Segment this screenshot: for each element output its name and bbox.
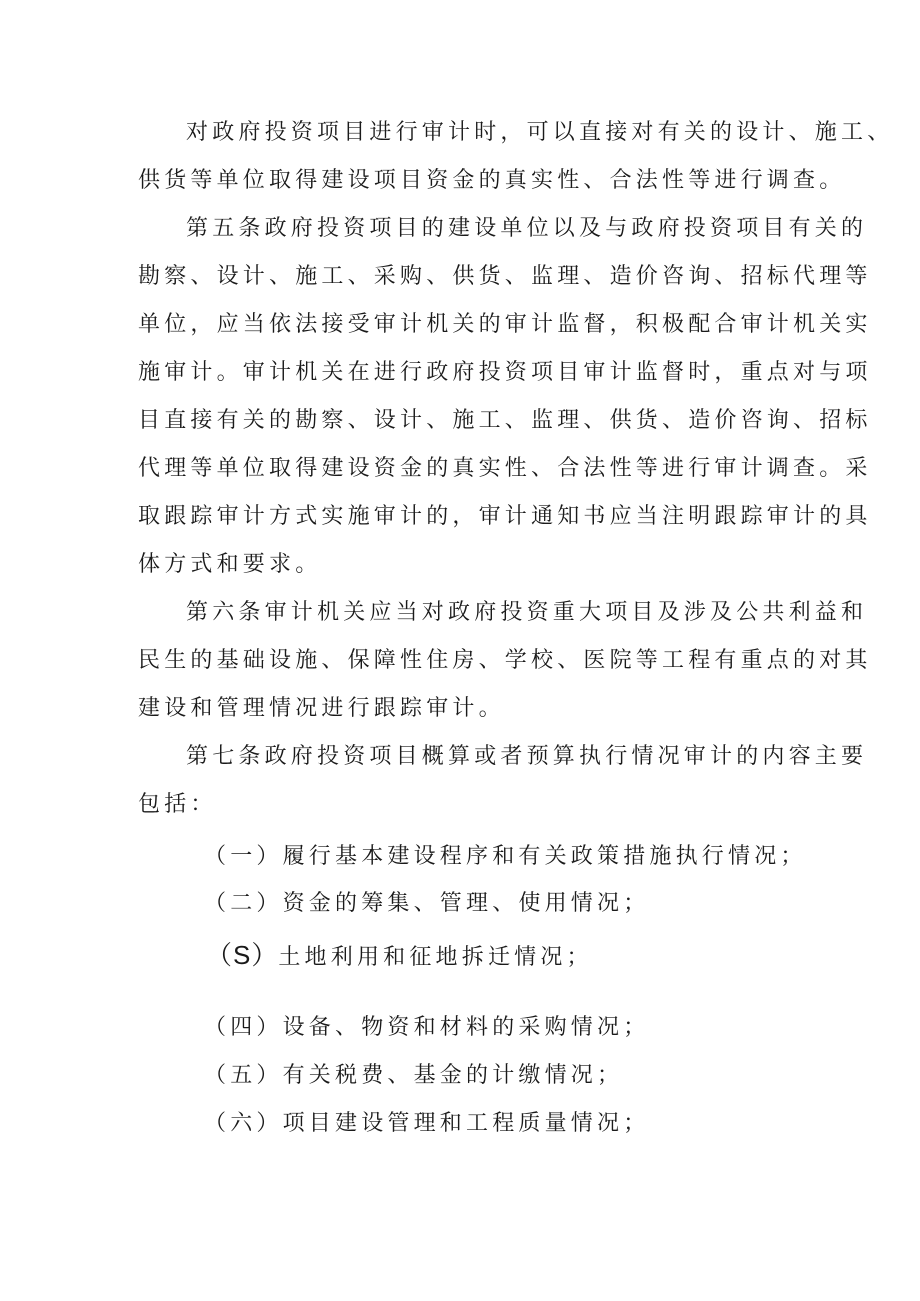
paragraph-line: 第五条政府投资项目的建设单位以及与政府投资项目有关的 (186, 216, 868, 241)
paragraph-line: 体方式和要求。 (138, 552, 322, 577)
paragraph-line: 代理等单位取得建设资金的真实性、合法性等进行审计调查。采 (138, 456, 872, 481)
paragraph-line: 第六条审计机关应当对政府投资重大项目及涉及公共利益和 (186, 600, 868, 625)
paragraph-line: 建设和管理情况进行跟踪审计。 (138, 696, 505, 721)
list-item: （一）履行基本建设程序和有关政策措施执行情况； (204, 844, 807, 869)
paragraph-line: 供货等单位取得建设项目资金的真实性、合法性等进行调查。 (138, 168, 846, 193)
paragraph-line: 包括： (138, 792, 217, 817)
list-item (206, 940, 800, 973)
paragraph-line: 目直接有关的勘察、设计、施工、监理、供货、造价咨询、招标 (138, 408, 872, 433)
paragraph-line: 取跟踪审计方式实施审计的，审计通知书应当注明跟踪审计的具 (138, 504, 872, 529)
list-item: （二）资金的筹集、管理、使用情况； (204, 891, 650, 916)
list-item: （五）有关税费、基金的计缴情况； (204, 1063, 624, 1088)
paragraph-line: 施审计。审计机关在进行政府投资项目审计监督时，重点对与项 (138, 360, 872, 385)
paragraph-line: 第七条政府投资项目概算或者预算执行情况审计的内容主要 (186, 744, 868, 769)
list-item: （六）项目建设管理和工程质量情况； (204, 1111, 650, 1136)
paragraph-line: 民生的基础设施、保障性住房、学校、医院等工程有重点的对其 (138, 648, 872, 673)
paragraph-line: 对政府投资项目进行审计时，可以直接对有关的设计、施工、 (186, 120, 894, 145)
list-item-text: 土地利用和征地拆迁情况； (278, 945, 593, 970)
paragraph-line: 勘察、设计、施工、采购、供货、监理、造价咨询、招标代理等 (138, 264, 872, 289)
paragraph-line: 单位，应当依法接受审计机关的审计监督，积极配合审计机关实 (138, 312, 872, 337)
list-item: （四）设备、物资和材料的采购情况； (204, 1015, 650, 1040)
list-item-marker: （S） (206, 940, 279, 970)
